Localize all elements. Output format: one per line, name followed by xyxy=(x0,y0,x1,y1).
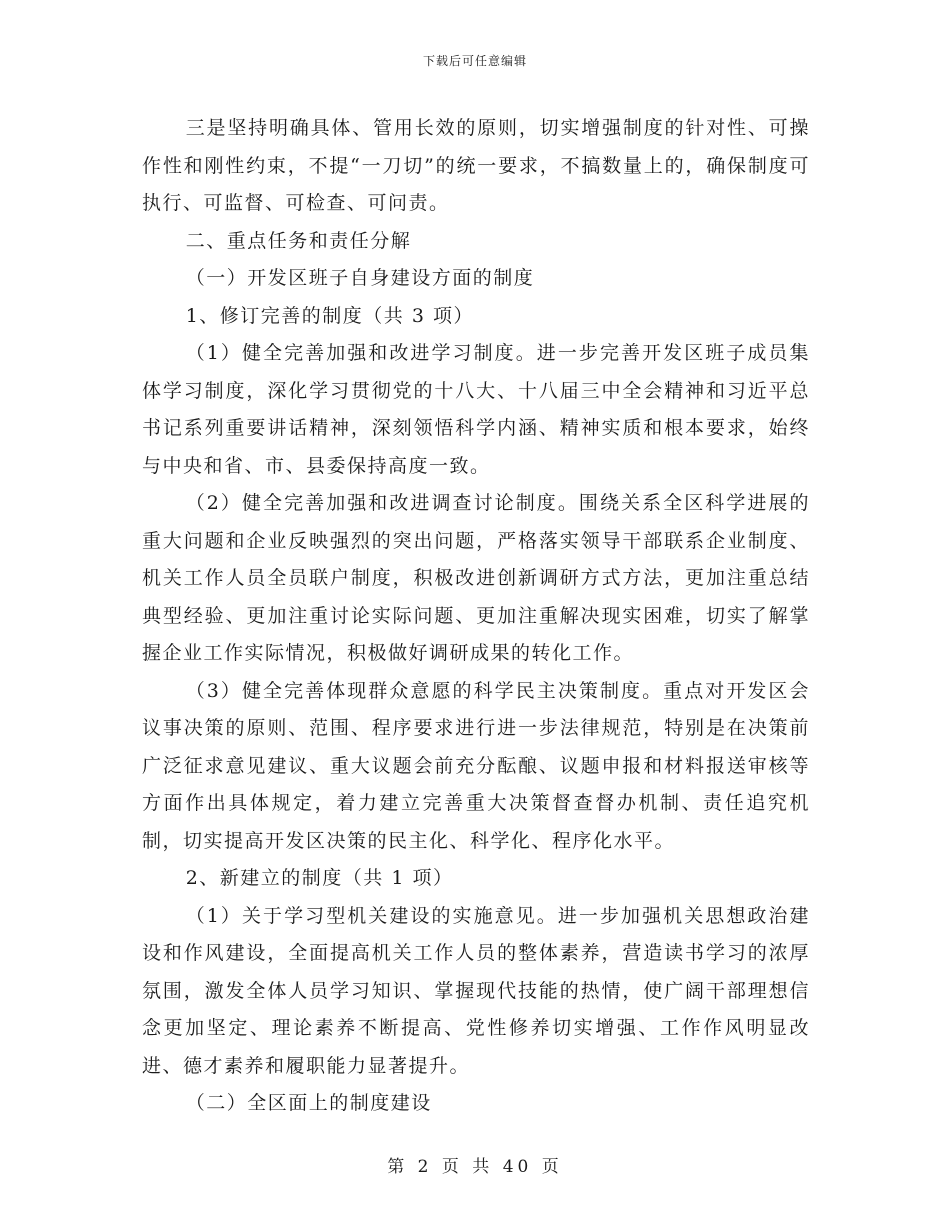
page-header: 下载后可任意编辑 xyxy=(422,54,527,68)
page-number: 2 xyxy=(417,1157,433,1177)
section-heading-key-tasks: 二、重点任务和责任分解 xyxy=(185,229,412,252)
item-heading-revised-systems: 1、修订完善的制度（共 3 项） xyxy=(185,304,474,327)
paragraph-research-system: （2）健全完善加强和改进调查讨论制度。围绕关系全区科学进展的重大问题和企业反映强烈的突出问题，严格落实领导干部联系企业制度、机关工作人员全员联户制度，积极改进创新调研方式方法，更加注重总结典型经验、更加注重讨论实际问题、更加注重解决现实困难，切实了解掌握企业工作实际情况，积极做好调研成果的转化工作。 xyxy=(142,492,810,664)
paragraph-study-system: （1）健全完善加强和改进学习制度。进一步完善开发区班子成员集体学习制度，深化学习贯彻党的十八大、十八届三中全会精神和习近平总书记系列重要讲话精神，深刻领悟科学内涵、精神实质和根本要求，始终与中央和省、市、县委保持高度一致。 xyxy=(142,342,810,477)
page-footer xyxy=(0,1152,950,1177)
paragraph-principle-3: 三是坚持明确具体、管用长效的原则，切实增强制度的针对性、可操作性和刚性约束，不提“一刀切”的统一要求，不搞数量上的，确保制度可执行、可监督、可检查、可问责。 xyxy=(142,117,810,214)
paragraph-decision-system: （3）健全完善体现群众意愿的科学民主决策制度。重点对开发区会议事决策的原则、范围、程序要求进行进一步法律规范，特别是在决策前广泛征求意见建议、重大议题会前充分酝酿、议题申报和材料报送审核等方面作出具体规定，着力建立完善重大决策督查督办机制、责任追究机制，切实提高开发区决策的民主化、科学化、程序化水平。 xyxy=(142,679,810,852)
footer-suffix: 页 xyxy=(541,1157,563,1177)
paragraph-learning-organization: （1）关于学习型机关建设的实施意见。进一步加强机关思想政治建设和作风建设，全面提高机关工作人员的整体素养，营造读书学习的浓厚氛围，激发全体人员学习知识、掌握现代技能的热情，使广阔干部理想信念更加坚定、理论素养不断提高、党性修养切实增强、工作作风明显改进、德才素养和履职能力显著提升。 xyxy=(142,904,810,1077)
total-pages: 40 xyxy=(502,1157,533,1177)
subsection-heading-district-systems: （二）全区面上的制度建设 xyxy=(185,1092,432,1114)
item-heading-new-systems: 2、新建立的制度（共 1 项） xyxy=(185,867,454,889)
subsection-heading-team-building: （一）开发区班子自身建设方面的制度 xyxy=(185,267,535,289)
footer-middle: 页 共 xyxy=(441,1157,494,1177)
document-body xyxy=(142,110,810,1123)
footer-prefix: 第 xyxy=(387,1157,409,1177)
